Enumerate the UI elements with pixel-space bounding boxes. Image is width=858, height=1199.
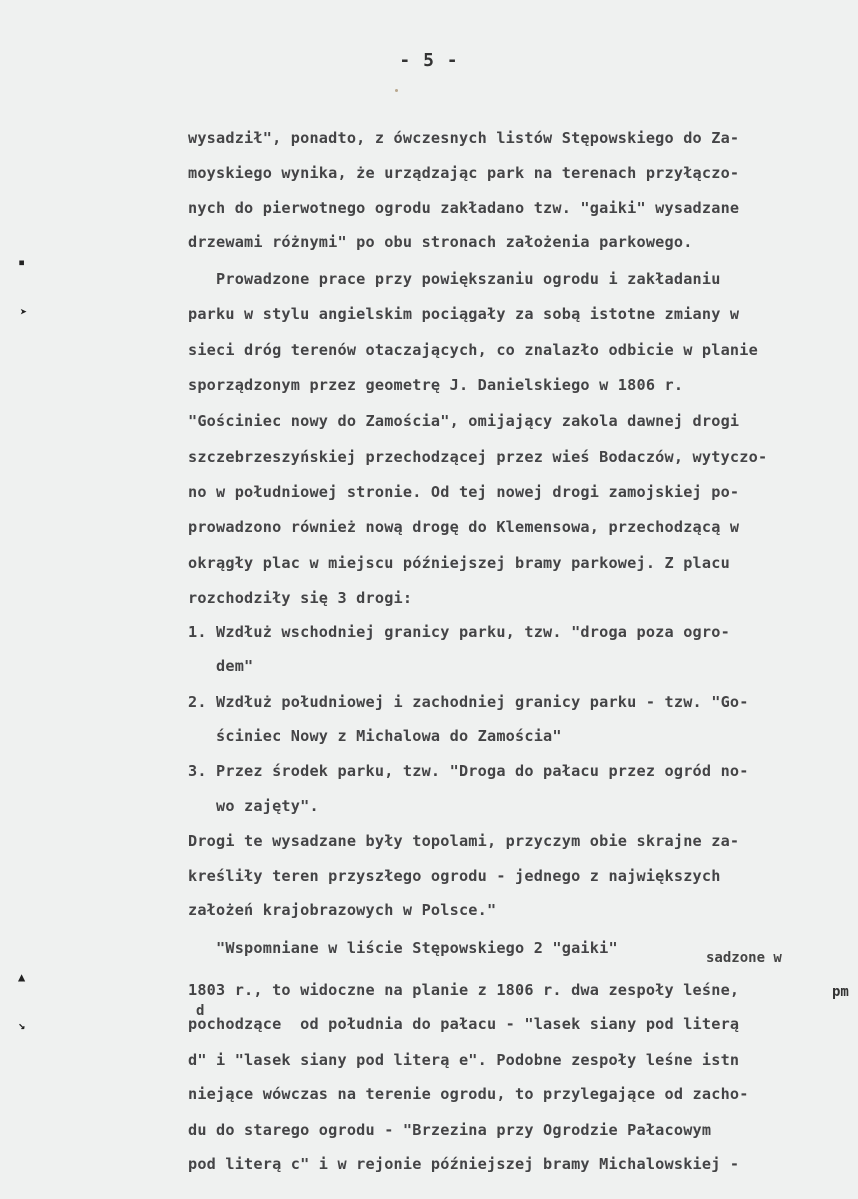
page-number: - 5 -: [399, 50, 459, 71]
margin-mark-3: ▲: [18, 970, 26, 984]
text-line: dem": [188, 657, 254, 675]
text-line: kreśliły teren przyszłego ogrodu - jednego z największych: [188, 867, 721, 885]
inline-d-insert: d: [196, 1003, 205, 1019]
text-line: założeń krajobrazowych w Polsce.": [188, 901, 497, 919]
text-line: okrągły plac w miejscu późniejszej bramy parkowej. Z placu: [188, 554, 730, 572]
margin-mark-2: ➤: [20, 305, 28, 319]
inline-sadzone-w: sadzone w: [706, 950, 782, 966]
text-line: sporządzonym przez geometrę J. Danielskiego w 1806 r.: [188, 376, 684, 394]
text-line: 1. Wzdłuż wschodniej granicy parku, tzw. "droga poza ogro-: [188, 623, 730, 641]
text-line: pod literą c" i w rejonie późniejszej bramy Michalowskiej -: [188, 1155, 740, 1173]
text-line: 1803 r., to widoczne na planie z 1806 r. dwa zespoły leśne,: [188, 981, 749, 999]
text-line: ściniec Nowy z Michalowa do Zamościa": [188, 727, 562, 745]
text-line: moyskiego wynika, że urządzając park na terenach przyłączo-: [188, 164, 740, 182]
text-line: niejące wówczas na terenie ogrodu, to przylegające od zacho-: [188, 1085, 749, 1103]
text-line: prowadzono również nową drogę do Klemensowa, przechodzącą w: [188, 518, 740, 536]
text-line: Drogi te wysadzane były topolami, przyczym obie skrajne za-: [188, 832, 740, 850]
text-line: "Wspomniane w liście Stępowskiego 2 "gaiki": [188, 939, 618, 957]
text-line: nych do pierwotnego ogrodu zakładano tzw. "gaiki" wysadzane: [188, 199, 740, 217]
ink-dot: [395, 89, 398, 92]
text-line: parku w stylu angielskim pociągały za sobą istotne zmiany w: [188, 305, 740, 323]
text-line: Prowadzone prace przy powiększaniu ogrodu i zakładaniu: [188, 270, 721, 288]
margin-mark-1: ▪: [18, 255, 26, 269]
text-line: "Gościniec nowy do Zamościa", omijający zakola dawnej drogi: [188, 412, 740, 430]
text-line: rozchodziły się 3 drogi:: [188, 589, 413, 607]
text-line: pochodzące od południa do pałacu - "lasek siany pod literą: [188, 1015, 740, 1033]
text-line: wysadził", ponadto, z ówczesnych listów Stępowskiego do Za-: [188, 129, 740, 147]
margin-mark-4: ↘: [18, 1018, 26, 1032]
text-line: 3. Przez środek parku, tzw. "Droga do pałacu przez ogród no-: [188, 762, 749, 780]
text-line: drzewami różnymi" po obu stronach założenia parkowego.: [188, 233, 693, 251]
text-line: szczebrzeszyńskiej przechodzącej przez wieś Bodaczów, wytyczo-: [188, 448, 768, 466]
text-line: sieci dróg terenów otaczających, co znalazło odbicie w planie: [188, 341, 758, 359]
text-line: wo zajęty".: [188, 797, 319, 815]
margin-crossed-word: pm: [832, 984, 849, 1000]
text-line: du do starego ogrodu - "Brzezina przy Ogrodzie Pałacowym: [188, 1121, 712, 1139]
text-line: d" i "lasek siany pod literą e". Podobne zespoły leśne istn: [188, 1051, 740, 1069]
text-line: no w południowej stronie. Od tej nowej drogi zamojskiej po-: [188, 483, 740, 501]
text-line: 2. Wzdłuż południowej i zachodniej granicy parku - tzw. "Go-: [188, 693, 749, 711]
